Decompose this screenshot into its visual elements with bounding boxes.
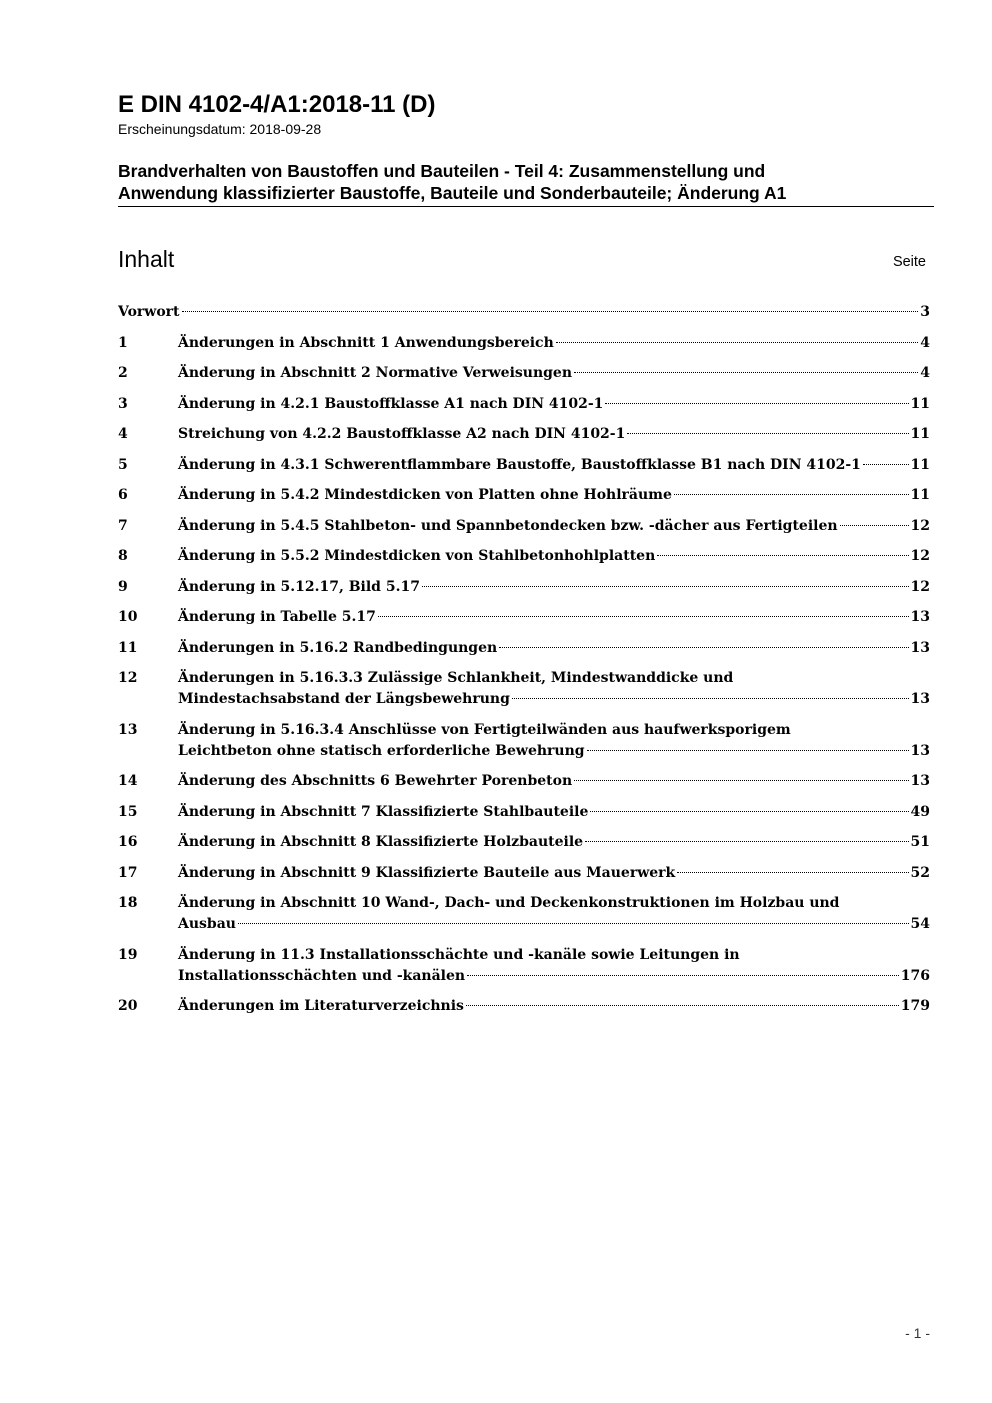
toc-entry-page: 52 [910,864,930,881]
toc-entry[interactable] [118,577,930,598]
toc-entry-number: 15 [118,803,138,820]
toc-dot-leader [657,555,908,556]
toc-entry[interactable] [118,363,930,384]
toc-entry-number: 4 [118,426,128,442]
toc-entry[interactable] [118,607,930,628]
toc-dot-leader [677,872,908,873]
toc-title: Inhalt [118,246,175,272]
toc-entry-number: 16 [118,834,138,850]
toc-entry-page: 13 [910,773,930,789]
toc-entry-line [178,741,930,762]
toc-entry-title: Änderung in Abschnitt 2 Normative Verweisungen [178,365,573,381]
toc-entry-number: 9 [118,578,128,595]
toc-entry-line [178,516,930,537]
toc-entry-title: Änderung in 11.3 Installationsschächte und -kanäle sowie Leitungen in [178,946,740,963]
toc-entry-number: 6 [118,487,128,503]
toc-entry-title: Änderung in Abschnitt 8 Klassifizierte Holzbauteile [178,834,584,850]
toc-entry[interactable] [118,802,930,823]
toc-entry-line [178,577,930,598]
toc-entry[interactable] [118,638,930,659]
toc-dot-leader [238,923,909,924]
toc-entry-line [178,333,930,354]
toc-dot-leader [863,464,909,465]
toc-entry-page: 4 [920,365,930,381]
toc-entry-line [178,771,930,792]
toc-dot-leader [182,311,919,312]
toc-entry[interactable] [118,893,930,935]
document-header [118,90,934,138]
toc-entry-number: 14 [118,773,138,789]
toc-dot-leader [378,616,909,617]
toc-entry-page: 13 [910,691,930,707]
toc-dot-leader [585,841,908,842]
page-number: - 1 - [905,1325,930,1341]
toc-entry-number: 3 [118,395,128,412]
toc-entry-line [178,802,930,823]
toc-entry-number: 11 [118,639,138,656]
toc-entry-number: 2 [118,365,128,381]
toc-dot-leader [574,780,908,781]
toc-entry-title: Änderungen im Literaturverzeichnis [178,998,464,1014]
toc-entry[interactable] [118,455,930,476]
toc-entry-line [178,607,930,628]
toc-entry-page: 54 [910,916,930,932]
toc-entry-title: Änderung in 4.2.1 Baustoffklasse A1 nach DIN 4102-1 [178,395,604,412]
toc-entry-line [118,302,930,323]
toc-entry-number: 20 [118,998,138,1014]
toc-entry-title: Änderung in 4.3.1 Schwerentflammbare Baustoffe, Baustoffklasse B1 nach DIN 4102-1 [178,456,861,473]
toc-entry-line [178,485,930,506]
toc-dot-leader [590,811,908,812]
toc-entry-number: 17 [118,864,138,881]
toc-entry-line [178,832,930,853]
toc-entry-line [178,966,930,987]
toc-entry-page: 12 [910,517,930,534]
toc-entry-title: Änderung in Tabelle 5.17 [178,609,376,625]
toc-entry-title: Änderung in 5.12.17, Bild 5.17 [178,578,420,595]
toc-heading [118,245,926,273]
toc-entry-title: Änderung in 5.16.3.4 Anschlüsse von Fertigteilwänden aus haufwerksporigem [178,721,791,738]
toc-entry-page: 13 [910,639,930,656]
toc-dot-leader [556,342,919,343]
toc-entry-line [178,455,930,476]
toc-entry-page: 12 [910,578,930,595]
document-id: E DIN 4102-4/A1:2018-11 (D) [118,91,436,118]
toc-entry[interactable] [118,996,930,1017]
toc-entry[interactable] [118,394,930,415]
toc-entry-title: Vorwort [118,304,180,320]
toc-entry[interactable] [118,945,930,987]
toc-dot-leader [605,403,908,404]
toc-entry-number: 13 [118,721,138,738]
toc-entry-number: 10 [118,609,138,625]
toc-entry-line [178,863,930,884]
document-title-line-2: Anwendung klassifizierter Baustoffe, Bauteile und Sonderbauteile; Änderung A1 [118,183,787,203]
toc-entry-title: Installationsschächten und -kanälen [178,967,466,984]
document-title-line-1: Brandverhalten von Baustoffen und Bauteilen - Teil 4: Zusammenstellung und [118,161,766,181]
toc-dot-leader [674,494,909,495]
toc-entry-page: 13 [910,742,930,759]
toc-entry-line [178,689,930,710]
toc-entry-line [178,363,930,384]
toc-entry-page: 179 [900,998,930,1014]
toc-entry-title: Änderungen in 5.16.3.3 Zulässige Schlankheit, Mindestwanddicke und [178,670,734,686]
document-title [118,160,934,207]
toc-entry-page: 176 [900,967,930,984]
toc-entry-title: Ausbau [178,916,236,932]
toc-entry-page: 13 [910,609,930,625]
toc-entry[interactable] [118,302,930,323]
toc-entry[interactable] [118,863,930,884]
toc-entry-title: Änderungen in Abschnitt 1 Anwendungsbereich [178,334,554,351]
toc-entry-title: Änderungen in 5.16.2 Randbedingungen [178,639,498,656]
toc-entry[interactable] [118,333,930,354]
toc-entry-line [178,638,930,659]
toc-dot-leader [512,698,909,699]
toc-entry-title: Änderung des Abschnitts 6 Bewehrter Porenbeton [178,773,573,789]
toc-entry[interactable] [118,485,930,506]
toc-entry-line [178,424,930,445]
toc-entry-page: 49 [910,803,930,820]
toc-entry-title: Mindestachsabstand der Längsbewehrung [178,691,510,707]
toc-entry-page: 51 [910,834,930,850]
toc-entry-page: 11 [910,487,930,503]
toc-entry-line [178,546,930,567]
toc-entry-number: 1 [118,334,128,351]
toc-entry-line [178,394,930,415]
toc-entry[interactable] [118,720,930,762]
toc-entry-number: 7 [118,517,128,534]
toc-entry-title: Änderung in 5.5.2 Mindestdicken von Stahlbetonhohlplatten [178,548,656,564]
toc-dot-leader [422,586,909,587]
toc-entry-number: 5 [118,456,128,473]
toc-entry-page: 11 [910,426,930,442]
toc-entry-page: 12 [910,548,930,564]
toc-entry-number: 8 [118,548,128,564]
toc-entry[interactable] [118,832,930,853]
toc-entry-page: 11 [910,456,930,473]
toc-entry-title: Änderung in Abschnitt 10 Wand-, Dach- und Deckenkonstruktionen im Holzbau und [178,895,840,911]
toc-dot-leader [627,433,908,434]
toc-entry-page: 3 [920,304,930,320]
toc-entry-page: 4 [920,334,930,351]
toc-dot-leader [587,750,909,751]
toc-entry-title: Streichung von 4.2.2 Baustoffklasse A2 nach DIN 4102-1 [178,426,626,442]
table-of-contents [118,302,930,1027]
toc-entry-title: Änderung in 5.4.5 Stahlbeton- und Spannbetondecken bzw. -dächer aus Fertigteilen [178,517,838,534]
toc-page-column-label: Seite [892,254,926,270]
toc-dot-leader [499,647,908,648]
toc-entry-page: 11 [910,395,930,412]
publication-date: Erscheinungsdatum: 2018-09-28 [118,121,322,137]
toc-entry-line [178,996,930,1017]
toc-entry[interactable] [118,668,930,710]
toc-entry-title: Änderung in Abschnitt 9 Klassifizierte Bauteile aus Mauerwerk [178,864,676,881]
toc-dot-leader [840,525,909,526]
toc-entry-title: Änderung in Abschnitt 7 Klassifizierte Stahlbauteile [178,803,589,820]
toc-entry-title: Änderung in 5.4.2 Mindestdicken von Platten ohne Hohlräume [178,487,672,503]
toc-dot-leader [467,975,899,976]
toc-entry-line [178,914,930,935]
toc-dot-leader [466,1005,899,1006]
toc-entry-number: 19 [118,946,138,963]
toc-entry-number: 18 [118,895,138,911]
toc-entry-title: Leichtbeton ohne statisch erforderliche Bewehrung [178,742,585,759]
toc-entry[interactable] [118,546,930,567]
toc-entry[interactable] [118,424,930,445]
toc-dot-leader [574,372,918,373]
toc-entry-number: 12 [118,670,138,686]
toc-entry[interactable] [118,771,930,792]
toc-entry[interactable] [118,516,930,537]
